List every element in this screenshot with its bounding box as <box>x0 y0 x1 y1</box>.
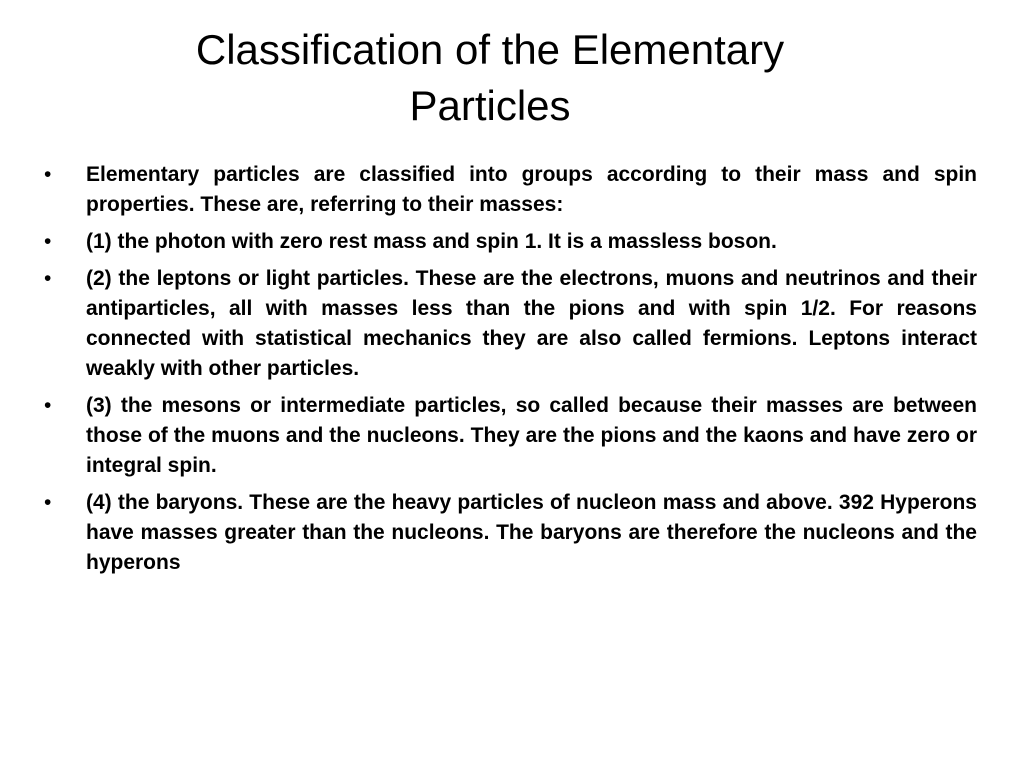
bullet-icon: • <box>44 267 52 290</box>
bullet-item-5 <box>44 488 977 578</box>
bullet-item-4 <box>44 391 977 481</box>
bullet-item-2 <box>44 227 977 257</box>
bullet-item-1 <box>44 160 977 220</box>
bullet-list <box>44 160 977 585</box>
bullet-icon: • <box>44 163 52 186</box>
bullet-text: (4) the baryons. These are the heavy particles of nucleon mass and above. 392 Hyperons have masses greater than the nucleons. The baryons are therefore the nucleons and the hyperons <box>86 491 977 574</box>
bullet-icon: • <box>44 491 52 514</box>
bullet-item-3 <box>44 264 977 384</box>
bullet-icon: • <box>44 230 52 253</box>
bullet-icon: • <box>44 394 52 417</box>
slide-title: Classification of the Elementary Particles <box>195 26 785 129</box>
bullet-text: Elementary particles are classified into groups according to their mass and spin properties. These are, referring to their masses: <box>86 163 977 216</box>
bullet-text: (1) the photon with zero rest mass and spin 1. It is a massless boson. <box>86 230 777 253</box>
bullet-text: (3) the mesons or intermediate particles, so called because their masses are between those of the muons and the nucleons. They are the pions and the kaons and have zero or integral spin. <box>86 394 977 477</box>
bullet-text: (2) the leptons or light particles. These are the electrons, muons and neutrinos and their antiparticles, all with masses less than the pions and with spin 1/2. For reasons connected with statistical mechanics they are also called fermions. Leptons interact weakly with other particles. <box>86 267 977 380</box>
